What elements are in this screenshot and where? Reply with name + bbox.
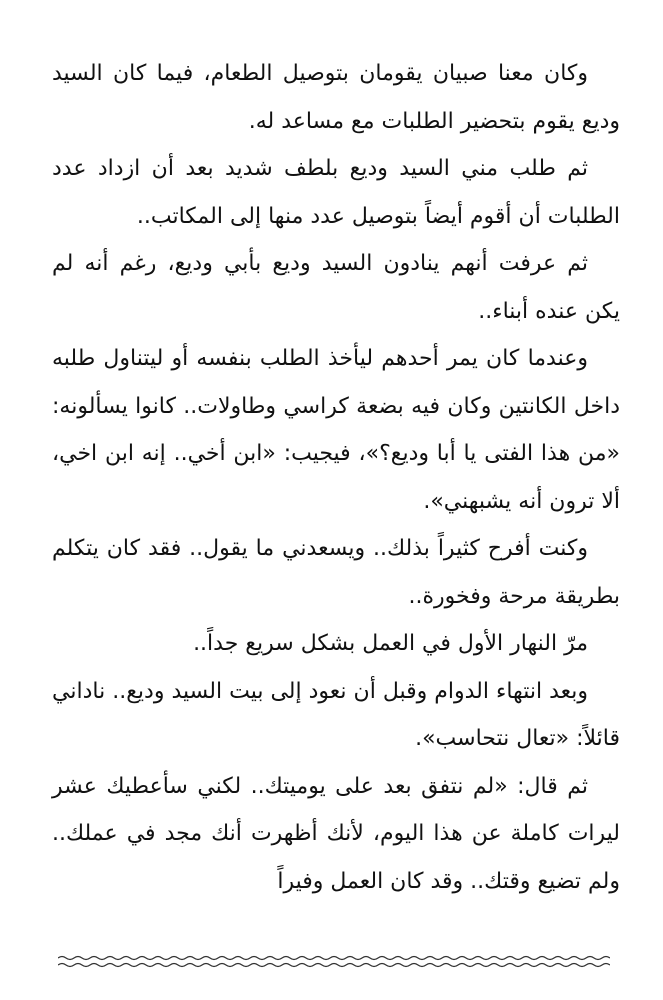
paragraph: وكنت أفرح كثيراً بذلك.. ويسعدني ما يقول.. فقد كان يتكلم بطريقة مرحة وفخورة.. xyxy=(52,536,620,609)
paragraph: وكان معنا صبيان يقومان بتوصيل الطعام، فيما كان السيد وديع يقوم بتحضير الطلبات مع مساعد له. xyxy=(52,61,620,134)
paragraph: وبعد انتهاء الدوام وقبل أن نعود إلى بيت السيد وديع.. ناداني قائلاً: «تعال نتحاسب». xyxy=(52,678,620,751)
paragraph: ثم قال: «لم نتفق بعد على يوميتك.. لكني سأعطيك عشر ليرات كاملة عن هذا اليوم، لأنك أظهرت أنك مجد في عملك.. ولم تضيع وقتك.. وقد كان العمل وفيراً xyxy=(52,773,620,894)
body-text xyxy=(52,50,620,905)
paragraph: مرّ النهار الأول في العمل بشكل سريع جداً.. xyxy=(193,631,588,656)
paragraph: وعندما كان يمر أحدهم ليأخذ الطلب بنفسه أو ليتناول طلبه داخل الكانتين وكان فيه بضعة كراسي وطاولات.. كانوا يسألونه: «من هذا الفتى يا أبا وديع؟»، فيجيب: «ابن أخي.. إنه ابن اخي، ألا ترون أنه يشبهني». xyxy=(52,346,620,514)
wavy-divider-ornament xyxy=(58,955,610,969)
paragraph: ثم طلب مني السيد وديع بلطف شديد بعد أن ازداد عدد الطلبات أن أقوم أيضاً بتوصيل عدد منها إلى المكاتب.. xyxy=(52,156,620,229)
paragraph: ثم عرفت أنهم ينادون السيد وديع بأبي وديع، رغم أنه لم يكن عنده أبناء.. xyxy=(52,251,620,324)
